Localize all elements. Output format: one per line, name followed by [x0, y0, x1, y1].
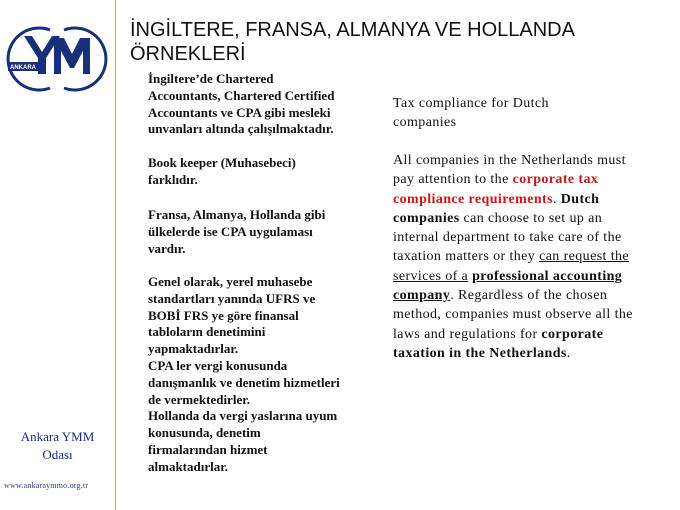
highlight-dutch-companies: Dutch companies	[393, 191, 600, 226]
underlined-professional-accounting: professional accounting company	[393, 268, 623, 304]
website-link[interactable]: www.ankaraymmo.org.tr	[4, 481, 89, 490]
organization-name-line1: Ankara YMM	[20, 429, 95, 444]
ymm-logo	[6, 24, 108, 94]
highlight-corporate-taxation: corporate taxation in the Netherlands	[393, 326, 604, 361]
svg-text:ANKARA: ANKARA	[10, 65, 36, 71]
organization-name	[0, 428, 115, 464]
right-paragraph-2: All companies in the Netherlands must pay attention to the corporate tax compliance requirements. Dutch companies can choose to set up an internal department to take care of the taxation matters or they can request the services of a professional accounting company. Regardless of the chosen method, companies must observe all the laws and regulations for corporate taxation in the Netherlands.	[393, 153, 633, 361]
left-paragraph-3: Fransa, Almanya, Hollanda gibi ülkelerde ise CPA uygulaması vardır.	[148, 207, 326, 256]
sidebar	[0, 0, 116, 510]
left-paragraph-2: Book keeper (Muhasebeci) farklıdır.	[148, 155, 296, 187]
right-paragraph-1: Tax compliance for Dutch companies	[393, 96, 549, 131]
left-paragraph-1: İngiltere’de Chartered Accountants, Chartered Certified Accountants ve CPA gibi mesleki unvanları altında çalışılmaktadır.	[148, 71, 335, 137]
page-title: İNGİLTERE, FRANSA, ALMANYA VE HOLLANDA ÖRNEKLERİ	[130, 19, 574, 65]
organization-name-line2: Odası	[42, 447, 73, 462]
highlight-tax-compliance: corporate tax compliance requirements	[393, 172, 599, 207]
underlined-services-text: can request the services of a	[393, 249, 630, 284]
left-paragraph-4: Genel olarak, yerel muhasebe standartları yanında UFRS ve BOBİ FRS ye göre finansal tabloların denetimini yapmaktadırlar. CPA ler vergi konusunda danışmanlık ve denetim hizmetleri de vermektedirler. Hollanda da vergi yaslarına uyum konusunda, denetim firmalarından hizmet almaktadırlar.	[148, 274, 340, 474]
